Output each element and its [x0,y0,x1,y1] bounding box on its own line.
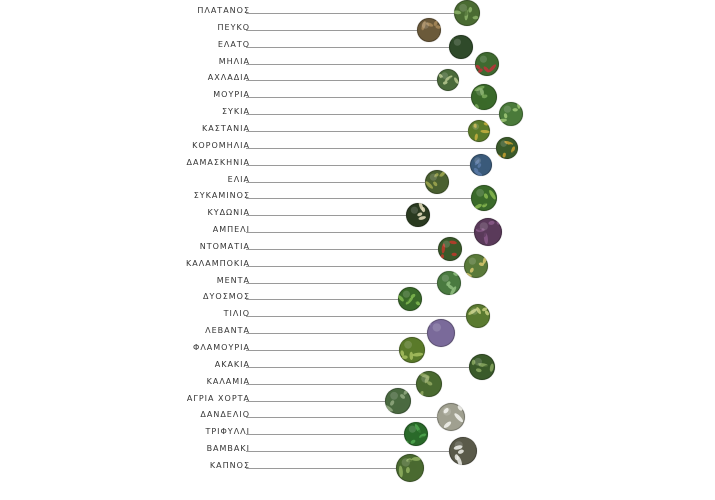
leader-line [246,215,406,216]
plant-label: ΕΛΑΤΟ [217,39,250,49]
plant-label: ΔΑΜΑΣΚΗΝΙΑ [186,157,250,167]
leader-line [246,182,425,183]
plant-row [0,87,715,103]
plant-label: ΚΟΡΟΜΗΛΙΑ [192,140,250,150]
plant-label: ΜΗΛΙΑ [218,56,250,66]
leader-line [246,30,417,31]
plant-label: ΣΥΚΑΜΙΝΟΣ [193,191,250,201]
leader-line [246,451,449,452]
plant-row [0,70,715,86]
plant-label: ΑΓΡΙΑ ΧΟΡΤΑ [186,393,250,403]
plant-row [0,458,715,474]
leader-line [246,13,454,14]
leader-line [246,316,466,317]
leader-line [246,434,404,435]
plant-label: ΦΛΑΜΟΥΡΙΑ [193,343,250,352]
leader-line [246,401,385,402]
plant-row [0,3,715,19]
plant-row [0,54,715,70]
leader-line [246,384,416,385]
plant-label: ΚΑΣΤΑΝΙΑ [202,123,250,133]
plant-row [0,37,715,53]
plant-label: ΚΑΛΑΜΠΟΚΙΑ [186,258,250,268]
plant-label: ΚΑΛΑΜΙΑ [206,376,250,386]
plant-row [0,273,715,289]
plant-label: ΠΛΑΤΑΝΟΣ [197,6,250,15]
leader-line [246,64,475,65]
leader-line [246,47,449,48]
plant-label: ΔΑΝΔΕΛΙΟ [200,410,250,420]
plant-label: ΚΥΔΩΝΙΑ [207,208,250,218]
plant-row [0,121,715,137]
plant-label: ΜΟΥΡΙΑ [213,90,250,100]
plant-label: ΤΙΛΙΟ [223,309,250,319]
plant-label: ΤΡΙΦΥΛΛΙ [205,427,250,437]
tobacco-icon [396,454,424,482]
plant-label: ΛΕΒΑΝΤΑ [205,326,250,336]
plant-row [0,172,715,188]
leader-line [246,417,437,418]
plant-label: ΝΤΟΜΑΤΙΑ [199,241,250,251]
leader-line [246,131,468,132]
leader-line [246,367,469,368]
leader-line [246,283,437,284]
plant-row [0,239,715,255]
plant-row [0,222,715,238]
plant-label: ΚΑΠΝΟΣ [209,460,250,470]
plant-label: ΒΑΜΒΑΚΙ [206,444,250,454]
plant-row [0,20,715,36]
plant-label: ΣΥΚΙΑ [221,107,250,117]
plant-row [0,289,715,305]
plant-row [0,407,715,423]
plant-row [0,357,715,373]
plant-row [0,441,715,457]
plant-row [0,374,715,390]
leader-line [246,333,427,334]
plant-row [0,391,715,407]
plant-row [0,104,715,120]
plant-label: ΕΛΙΑ [227,174,250,184]
plant-row [0,323,715,339]
leader-line [246,350,399,351]
leader-line [246,165,470,166]
leader-line [246,232,474,233]
plant-label: ΜΕΝΤΑ [216,275,250,285]
plant-row [0,138,715,154]
leader-line [246,148,496,149]
plant-label: ΑΚΑΚΙΑ [214,359,250,369]
leader-line [246,299,398,300]
plant-row [0,424,715,440]
plant-row [0,155,715,171]
plant-label: ΑΧΛΑΔΙΑ [207,73,250,83]
leader-line [246,249,438,250]
plant-row [0,205,715,221]
plant-row [0,256,715,272]
plant-label: ΔΥΟΣΜΟΣ [203,292,250,302]
leader-line [246,468,396,469]
plant-label: ΑΜΠΕΛΙ [212,225,250,235]
leader-line [246,80,437,81]
plant-row [0,340,715,356]
leader-line [246,198,471,199]
leader-line [246,114,499,115]
leader-line [246,266,464,267]
leader-line [246,97,471,98]
plant-label: ΠΕΥΚΟ [217,22,250,32]
plant-row [0,306,715,322]
plant-row [0,188,715,204]
